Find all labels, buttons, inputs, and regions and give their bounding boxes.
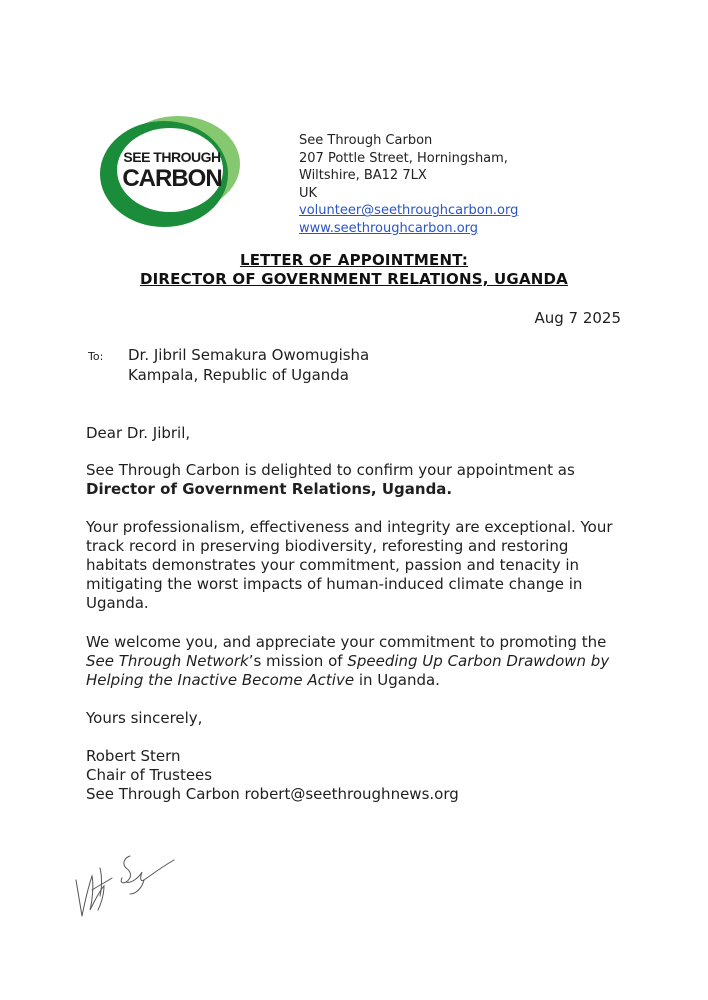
recipient-location: Kampala, Republic of Uganda [128,366,350,384]
signature-stroke [126,860,174,882]
sender-address [299,132,518,238]
letter-date: Aug 7 2025 [534,309,621,327]
signature-stroke [76,880,82,916]
handwritten-signature [70,846,180,920]
paragraph-welcome [86,633,626,690]
sender-name: See Through Carbon [299,133,433,148]
logo-text-line1: SEE THROUGH [123,149,221,165]
signature-stroke [121,856,130,883]
signatory-role: Chair of Trustees [86,766,213,784]
sender-email-link[interactable]: volunteer@seethroughcarbon.org [299,203,519,219]
closing: Yours sincerely, [86,709,203,727]
signatory-block [86,747,626,804]
sender-website-link[interactable]: www.seethroughcarbon.org [299,220,479,236]
qualities-text: Your professionalism, effectiveness and integrity are exceptional. Your track record in preserving biodiversity, reforesting and restoring habitats demonstrates your commitment, passion and tenacity in mitigating the worst impacts of human-induced climate change in Uganda. [86,518,613,612]
welcome-after: in Uganda. [354,671,440,689]
sender-region: Wiltshire, BA12 7LX [299,168,427,184]
welcome-text: We welcome you, and appreciate your commitment to promoting the [86,633,607,651]
recipient-name: Dr. Jibril Semakura Owomugisha [128,346,370,364]
letter-title-line1: LETTER OF APPOINTMENT: [239,251,469,269]
signature-stroke [82,876,104,916]
sender-country: UK [299,185,318,201]
mission-statement: Speeding Up Carbon Drawdown by Helping the Inactive Become Active [86,652,610,689]
appointment-role: Director of Government Relations, Uganda. [86,480,453,498]
recipient-label: To: [88,350,104,363]
signatory-name: Robert Stern [86,747,181,765]
signatory-org-email: See Through Carbon robert@seethroughnews.org [86,785,459,803]
see-through-carbon-logo [96,110,246,230]
appointment-text: See Through Carbon is delighted to confirm your appointment as [86,461,575,479]
network-name: See Through Network [86,652,249,670]
signature-stroke [130,880,144,894]
sender-street: 207 Pottle Street, Horningsham, [299,150,508,166]
letter-title-line2: DIRECTOR OF GOVERNMENT RELATIONS, UGANDA [140,270,568,288]
paragraph-qualities [86,518,626,613]
logo-text-line2: CARBON [122,165,222,192]
recipient-block [128,345,369,385]
paragraph-appointment [86,461,626,499]
welcome-middle: ’s mission of [248,652,348,670]
salutation: Dear Dr. Jibril, [86,424,191,442]
